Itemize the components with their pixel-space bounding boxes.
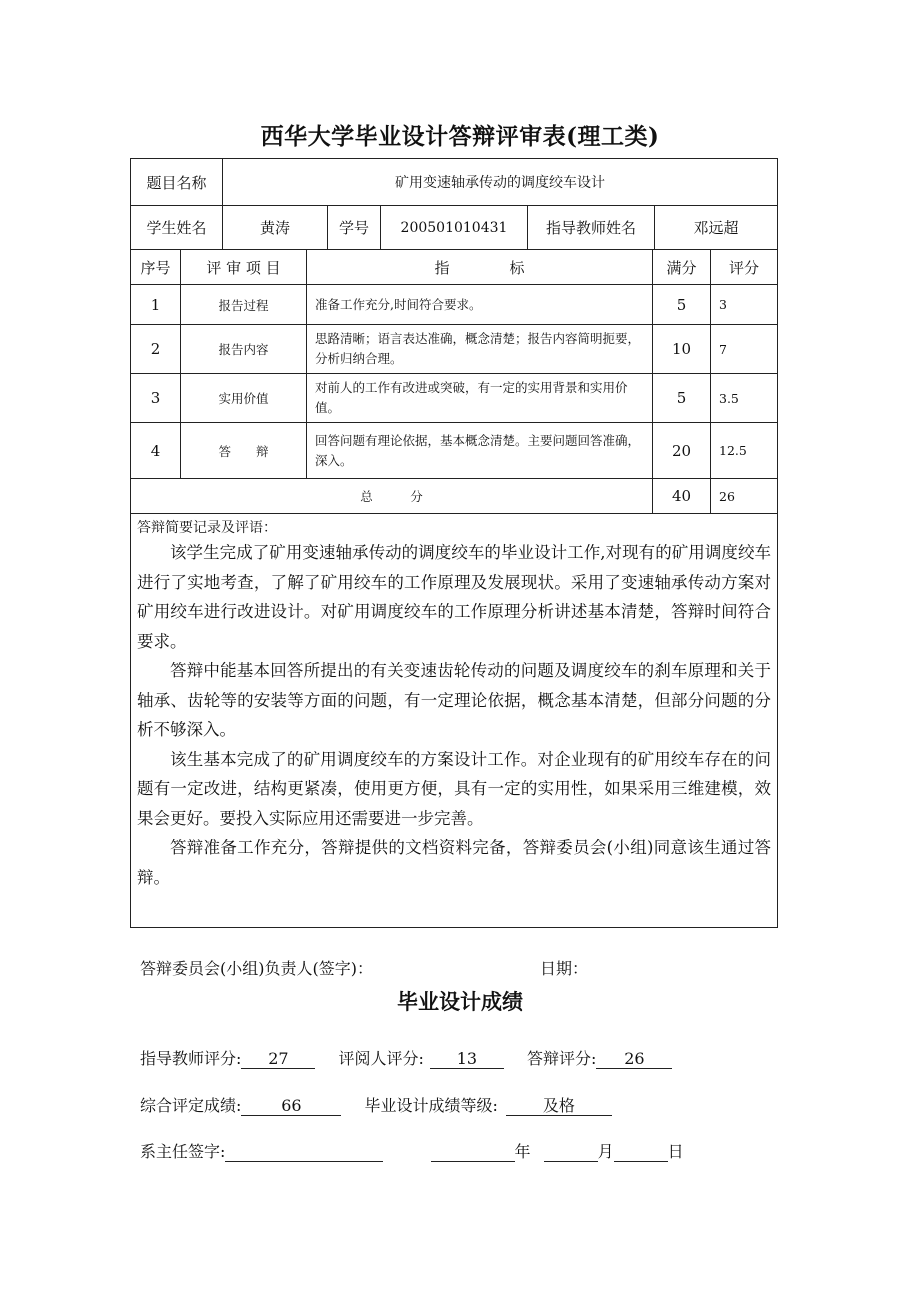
advisor-value: 邓远超 [693,219,739,237]
row-criteria: 回答问题有理论依据，基本概念清楚。主要问题回答准确，深入。 [307,423,653,478]
comment-paragraph: 答辩中能基本回答所提出的有关变速齿轮传动的问题及调度绞车的刹车原理和关于轴承、齿轮等的安装等方面的问题，有一定理论依据，概念基本清楚，但部分问题的分析不够深入。 [137,661,771,739]
topic-row [130,158,778,205]
table-row [130,373,778,422]
row-no: 3 [131,374,181,422]
header-score: 评分 [728,258,759,277]
day-label: 日 [667,1142,684,1161]
row-criteria: 对前人的工作有改进或突破，有一定的实用背景和实用价值。 [307,374,653,422]
total-score: 26 [719,488,735,504]
row-item: 实用价值 [181,374,307,422]
date-label: 日期： [540,959,589,978]
row-criteria: 思路清晰；语言表达准确，概念清楚；报告内容简明扼要，分析归纳合理。 [307,325,653,373]
total-label: 总 分 [131,479,653,513]
student-label: 学生姓名 [131,206,223,249]
reviewer-score-value: 13 [430,1050,504,1069]
table-row [130,284,778,324]
row-score: 7 [719,341,727,357]
comment-paragraph: 该生基本完成了的矿用调度绞车的方案设计工作。对企业现有的矿用绞车存在的问题有一定改进，结构更紧凑，使用更方便，具有一定的实用性，如果采用三维建模，效果会更好。要投入实际应用还需要进一步完善。 [137,749,771,828]
defense-score-value: 26 [596,1050,672,1069]
header-no: 序号 [131,250,181,284]
row-full: 20 [653,423,711,478]
row-score: 12.5 [719,443,747,458]
year-label: 年 [514,1142,531,1161]
row-no: 1 [131,285,181,324]
header-item: 评 审 项 目 [181,250,307,284]
grades-title: 毕业设计成绩 [397,989,523,1014]
comments-heading: 答辩简要记录及评语： [137,520,277,536]
header-criteria: 指 标 [307,250,653,284]
year-blank [431,1143,515,1162]
level-label: 毕业设计成绩等级: [364,1096,498,1115]
row-full: 5 [653,374,711,422]
row-full: 10 [653,325,711,373]
row-no: 2 [131,325,181,373]
month-blank [544,1143,598,1162]
dept-signature-label: 系主任签字: [140,1142,226,1161]
row-item: 报告内容 [181,325,307,373]
topic-label: 题目名称 [131,159,223,205]
student-row [130,205,778,249]
comment-paragraph: 该学生完成了矿用变速轴承传动的调度绞车的毕业设计工作,对现有的矿用调度绞车进行了实地考查，了解了矿用绞车的工作原理及发展现状。采用了变速轴承传动方案对矿用绞车进行改进设计。对矿用调度绞车的工作原理分析讲述基本清楚，答辩时间符合要求。 [137,543,771,651]
overall-score-label: 综合评定成绩: [140,1096,242,1115]
grades-line-3 [140,1139,684,1162]
committee-signature-label: 答辩委员会(小组)负责人(签字)： [140,959,373,978]
advisor-label: 指导教师姓名 [528,206,655,249]
row-item: 答 辩 [181,423,307,478]
table-row [130,324,778,373]
topic-value: 矿用变速轴承传动的调度绞车设计 [395,175,605,191]
month-label: 月 [597,1142,614,1161]
grades-line-1 [140,1046,672,1069]
overall-score-value: 66 [241,1097,341,1116]
comments-box [130,513,778,928]
advisor-score-value: 27 [241,1050,315,1069]
row-score: 3.5 [719,390,739,406]
level-value: 及格 [506,1097,612,1116]
total-row [130,478,778,513]
criteria-header-row [130,249,778,284]
defense-score-label: 答辩评分: [527,1049,597,1068]
row-full: 5 [653,285,711,324]
grades-line-2 [140,1093,612,1116]
id-value: 200501010431 [381,206,528,249]
dept-signature-blank [225,1143,383,1162]
day-blank [614,1143,668,1162]
table-row [130,422,778,478]
id-label: 学号 [328,206,381,249]
row-criteria: 准备工作充分,时间符合要求。 [307,285,653,324]
row-item: 报告过程 [181,285,307,324]
total-full: 40 [653,479,711,513]
page-title: 西华大学毕业设计答辩评审表(理工类) [260,123,660,150]
reviewer-score-label: 评阅人评分: [338,1049,424,1068]
comment-paragraph: 答辩准备工作充分，答辩提供的文档资料完备，答辩委员会(小组)同意该生通过答辩。 [137,838,771,887]
row-score: 3 [719,297,727,312]
row-no: 4 [131,423,181,478]
header-full: 满分 [653,250,711,284]
student-value: 黄涛 [223,206,328,249]
advisor-score-label: 指导教师评分: [140,1049,242,1068]
